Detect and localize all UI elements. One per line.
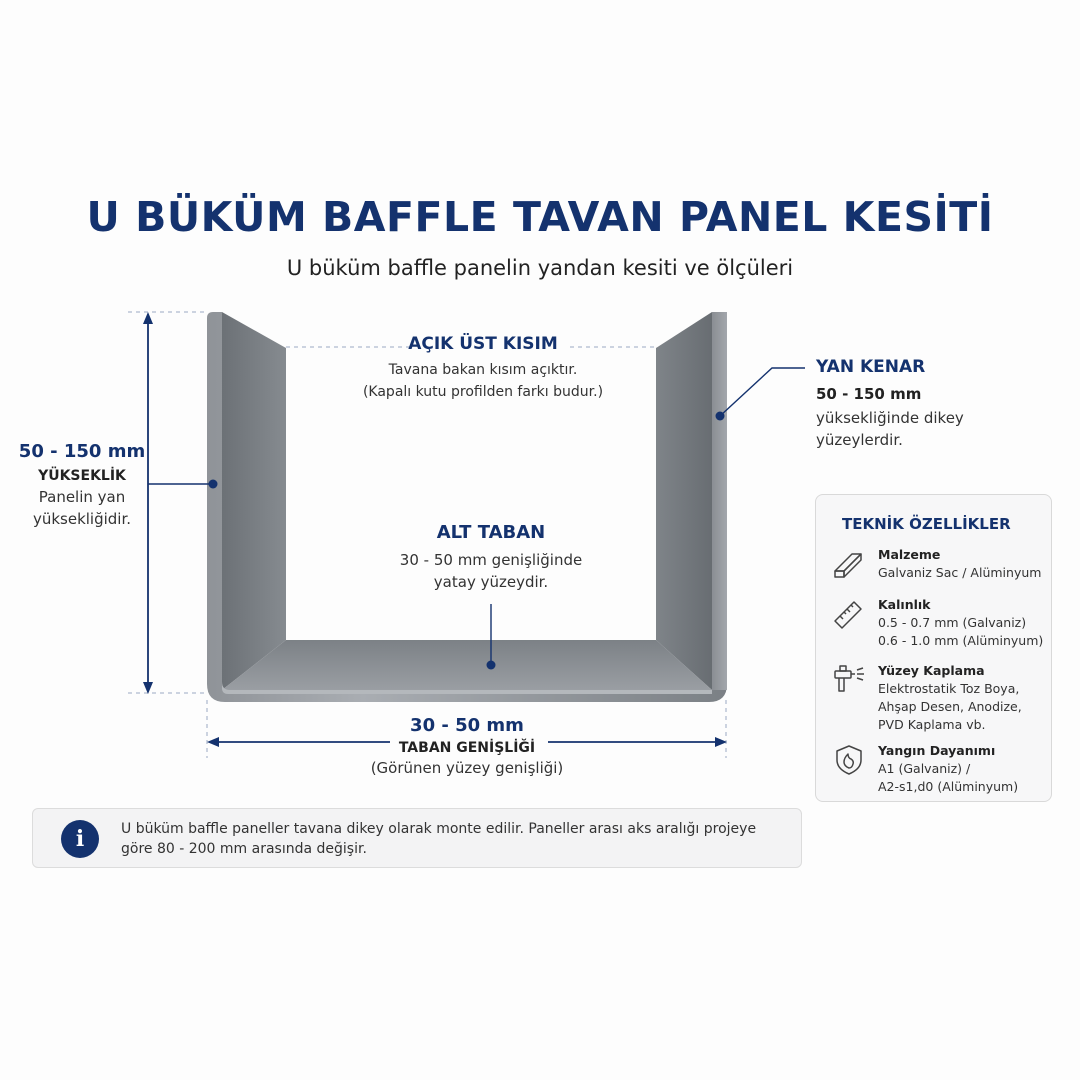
open-top-annotation <box>330 334 636 403</box>
height-line2: yüksekliğidir. <box>32 510 132 528</box>
page-subtitle: U büküm baffle panelin yandan kesiti ve ölçüleri <box>286 256 794 280</box>
spec-fire-value2: A2-s1,d0 (Alüminyum) <box>878 779 1019 794</box>
spec-fire-label: Yangın Dayanımı <box>878 743 996 758</box>
side-edge-heading: YAN KENAR <box>816 357 926 377</box>
open-top-line2: (Kapalı kutu profilden farkı budur.) <box>362 384 604 400</box>
open-top-line1: Tavana bakan kısım açıktır. <box>388 362 578 378</box>
height-value: 50 - 150 mm <box>18 441 146 462</box>
material-icon <box>832 547 866 581</box>
info-text: U büküm baffle paneller tavana dikey olarak monte edilir. Paneller arası aks aralığı projeye göre 80 - 200 mm arasında değişir. <box>121 821 757 857</box>
spec-material-value: Galvaniz Sac / Alüminyum <box>878 565 1042 580</box>
spec-thickness <box>832 597 1047 647</box>
spec-coating-values <box>878 680 1053 734</box>
base-width-value: 30 - 50 mm <box>410 715 524 736</box>
ruler-icon <box>832 597 866 631</box>
spec-coating-value1: Elektrostatik Toz Boya, <box>878 681 1020 696</box>
spec-fire <box>832 743 1047 793</box>
open-top-heading: AÇIK ÜST KISIM <box>408 334 558 354</box>
spec-coating-value2: Ahşap Desen, Anodize, <box>878 699 1022 714</box>
side-edge-line1: 50 - 150 mm <box>816 385 922 403</box>
spec-thickness-value2: 0.6 - 1.0 mm (Alüminyum) <box>878 633 1044 648</box>
height-heading: YÜKSEKLİK <box>38 468 126 484</box>
spec-coating-label: Yüzey Kaplama <box>878 663 985 678</box>
tech-specs-title: TEKNİK ÖZELLİKLER <box>842 515 1011 533</box>
info-icon: i <box>61 820 99 858</box>
base-line1: 30 - 50 mm genişliğinde <box>399 551 583 569</box>
height-arrow <box>143 312 218 694</box>
spec-material-label: Malzeme <box>878 547 941 562</box>
side-edge-line3: yüzeylerdir. <box>816 431 903 449</box>
side-edge-annotation <box>816 357 1016 451</box>
info-banner <box>32 808 802 868</box>
side-edge-leader <box>716 368 806 421</box>
spec-fire-value1: A1 (Galvaniz) / <box>878 761 971 776</box>
fire-shield-icon <box>832 743 866 777</box>
side-edge-line2: yüksekliğinde dikey <box>816 409 964 427</box>
spec-thickness-label: Kalınlık <box>878 597 931 612</box>
spec-coating-value3: PVD Kaplama vb. <box>878 717 986 732</box>
tech-specs-panel <box>815 494 1052 802</box>
spec-thickness-value1: 0.5 - 0.7 mm (Galvaniz) <box>878 615 1027 630</box>
base-heading: ALT TABAN <box>436 522 546 543</box>
height-annotation <box>14 441 150 530</box>
base-width-line1: (Görünen yüzey genişliği) <box>370 759 564 777</box>
page-title: U BÜKÜM BAFFLE TAVAN PANEL KESİTİ <box>86 193 994 241</box>
base-width-heading: TABAN GENİŞLİĞİ <box>398 740 536 756</box>
spec-thickness-values <box>878 614 1053 650</box>
base-line2: yatay yüzeydir. <box>433 573 549 591</box>
spec-fire-values <box>878 760 1053 796</box>
height-line1: Panelin yan <box>38 488 126 506</box>
spray-gun-icon <box>832 663 866 697</box>
spec-coating <box>832 663 1047 731</box>
base-width-annotation <box>347 715 587 779</box>
base-annotation <box>362 522 620 593</box>
spec-material <box>832 547 1047 587</box>
